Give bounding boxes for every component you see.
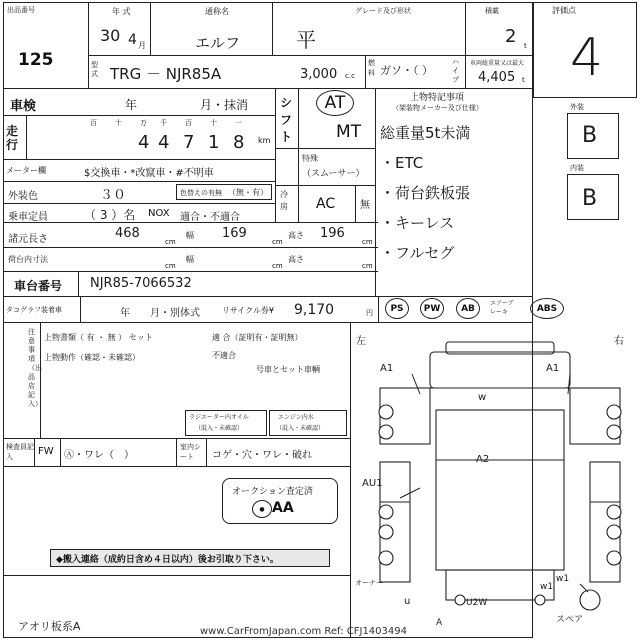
mileage-header-digit: 一 xyxy=(235,119,242,127)
transport-notice: ◆搬入連絡（成約日含め４日以内）後お引取り下さい。 xyxy=(56,555,279,565)
year-value: 30 xyxy=(100,26,121,45)
nox-value: 適合・不適合 xyxy=(180,212,240,223)
bed-width-unit: cm xyxy=(272,262,283,270)
lot-number: 125 xyxy=(18,50,54,70)
ac-none: 無 xyxy=(360,200,370,211)
seat-value: コゲ・穴・ワレ・破れ xyxy=(212,450,312,461)
score-label: 評価点 xyxy=(552,6,576,15)
bottom-note: アオリ板系A xyxy=(18,620,81,633)
radiator-line2: （混入・未確認） xyxy=(195,425,244,432)
dims-width-unit: cm xyxy=(272,238,283,246)
dims-width: 169 xyxy=(222,226,247,241)
gvw-value: 4,405 xyxy=(478,70,516,85)
shaken-year: 年 xyxy=(125,98,138,112)
fuel-label: 燃料 xyxy=(368,59,375,77)
mark-w1-b: w1 xyxy=(556,574,570,584)
tekigo-line2: 不適合 xyxy=(212,351,236,360)
chassis-value: NJR85-7066532 xyxy=(90,276,192,291)
mark-a2: A2 xyxy=(476,454,490,465)
auction-brand: AA xyxy=(272,500,294,516)
air-brake-label: エアーブレーキ xyxy=(490,300,514,316)
mileage-digit: 7 xyxy=(183,132,195,153)
shift-label: シフト xyxy=(280,96,293,144)
month-value: 4 xyxy=(128,32,137,48)
ac-value: AC xyxy=(316,196,336,212)
int-grade-label: 内装 xyxy=(570,164,584,172)
ps-icon: PS xyxy=(385,298,409,319)
dims-height: 196 xyxy=(320,226,345,241)
displacement-unit: c.c xyxy=(345,72,355,80)
mileage-header-digit: 百 xyxy=(90,119,97,127)
fuel-sub: ハイブ xyxy=(452,58,459,84)
fuel-value: ガソ・（ ） xyxy=(380,64,433,77)
capacity-value: 2 xyxy=(505,26,517,47)
ac-label: 冷房 xyxy=(280,190,288,211)
tacho-month: 月・別体式 xyxy=(150,308,200,319)
model-label: 型式 xyxy=(91,61,98,78)
int-grade-value: B xyxy=(582,186,598,211)
seat-label: 室内シート xyxy=(180,443,201,461)
mileage-header-digit: 十 xyxy=(210,119,217,127)
at-circle: AT xyxy=(316,90,354,116)
nox-label: NOX xyxy=(148,208,170,219)
special-label: 特殊 xyxy=(302,154,318,163)
mark-a1-left: A1 xyxy=(380,363,394,374)
special-value: （スムーサー） xyxy=(302,169,365,179)
seats-label: 乗車定員 xyxy=(8,212,48,223)
mark-a1-right: A1 xyxy=(546,363,560,374)
bed-label: 荷台内寸法 xyxy=(8,255,48,264)
fw-label: FW xyxy=(38,446,54,457)
inspector-label: 検査員記入 xyxy=(6,443,34,461)
mileage-label: 走行 xyxy=(6,124,19,152)
mileage-header-digit: 万 xyxy=(140,119,147,127)
mileage-digit: 4 xyxy=(158,132,170,153)
mileage-header-digit: 十 xyxy=(115,119,122,127)
recycle-value: 9,170 xyxy=(294,302,335,318)
note-item: ・ETC xyxy=(380,154,424,172)
dims-height-label: 高さ xyxy=(288,231,304,240)
ext-grade-value: B xyxy=(582,123,598,148)
uwamono-docs: 上物書類（ 有 ・ 無 ） セット xyxy=(44,333,153,342)
color-label: 外装色 xyxy=(8,191,38,202)
tacho-year: 年 xyxy=(120,308,130,319)
recycle-unit: 円 xyxy=(366,309,373,317)
color-change-value: （無・有） xyxy=(228,188,268,197)
engine-line2: （混入・未確認） xyxy=(276,425,325,432)
legend-right: 右 xyxy=(614,336,624,347)
dims-length: 468 xyxy=(115,226,140,241)
notes-title: 上物特記事項 xyxy=(410,93,465,103)
mileage-digit: 8 xyxy=(233,132,245,153)
engine-line1: エンジン内水 xyxy=(278,414,314,421)
car-name-value: エルフ xyxy=(195,34,241,52)
abs-icon: ABS xyxy=(530,298,564,319)
truck-diagram xyxy=(350,322,640,638)
dims-width-label: 幅 xyxy=(186,231,194,240)
meter-options: $交換車・*改竄車・#不明車 xyxy=(84,168,214,179)
grade-label: グレード及び形状 xyxy=(355,7,411,15)
notes-sub: （架装物メーカー及び仕様） xyxy=(392,104,483,112)
shaken-month: 月・抹消 xyxy=(200,98,249,112)
mark-spare: スペア xyxy=(556,615,584,625)
grade-value: 平 xyxy=(296,28,316,52)
mileage-header-digit: 百 xyxy=(185,119,192,127)
displacement-value: 3,000 xyxy=(300,67,338,82)
car-name-label: 通称名 xyxy=(205,7,229,16)
color-value: ３０ xyxy=(100,188,127,203)
dims-length-unit: cm xyxy=(165,238,176,246)
bed-width-label: 幅 xyxy=(186,255,194,264)
bed-length-unit: cm xyxy=(165,262,176,270)
gvw-label: 車両総重量又は最大 xyxy=(470,60,525,67)
note-item: ・キーレス xyxy=(380,214,455,232)
footer-watermark: www.CarFromJapan.com Ref: CFJ1403494 xyxy=(200,626,407,637)
mileage-header-digit: 千 xyxy=(160,119,167,127)
mark-a: A xyxy=(436,618,443,628)
mt-label: MT xyxy=(336,122,362,142)
color-change-label: 色替えの有無 xyxy=(180,189,222,197)
bed-height-unit: cm xyxy=(362,262,373,270)
radiator-line1: ラジエーター内オイル xyxy=(189,414,249,421)
model-value: TRG － NJR85A xyxy=(110,65,222,83)
score-value: 4 xyxy=(570,28,604,88)
mileage-digit: 1 xyxy=(208,132,220,153)
note-item: ・荷台鉄板張 xyxy=(380,184,471,202)
year-label: 年 式 xyxy=(112,7,131,16)
seats-value: （ 3 ）名 xyxy=(84,208,136,222)
uwamono-action: 上物動作（確認・未確認） xyxy=(44,353,140,362)
lot-label: 出品番号 xyxy=(7,6,35,14)
meter-label: メーター欄 xyxy=(6,166,46,175)
note-item: ・フルセグ xyxy=(380,244,455,262)
pw-icon: PW xyxy=(420,298,444,319)
tacho-label: タコグラフ装着車 xyxy=(6,306,62,314)
note-item: 総重量5t未満 xyxy=(380,124,471,142)
auction-logo-icon: ● xyxy=(252,500,272,518)
capacity-label: 積載 xyxy=(485,7,499,15)
mileage-digit: 4 xyxy=(138,132,150,153)
mark-w: w xyxy=(478,392,487,403)
gvw-unit: t xyxy=(522,76,525,84)
chassis-label: 車台番号 xyxy=(14,279,63,293)
mark-u2w: U2W xyxy=(466,598,488,608)
caution-label: 注意事項（出品店記入） xyxy=(28,328,42,408)
owner-label: オーナー xyxy=(355,579,383,587)
mark-au1: AU1 xyxy=(362,478,383,489)
dims-height-unit: cm xyxy=(362,238,373,246)
recycle-label: リサイクル券¥ xyxy=(222,306,274,315)
airbag-icon: AB xyxy=(456,298,480,319)
mark-u: u xyxy=(404,596,411,607)
tekigo-line1: 適 合（証明有・証明無） xyxy=(212,333,303,342)
set-label: 号車とセット車輌 xyxy=(256,365,320,374)
mileage-unit: km xyxy=(258,136,271,145)
month-unit: 月 xyxy=(138,41,146,50)
legend-left: 左 xyxy=(356,336,366,347)
capacity-unit: t xyxy=(524,42,527,50)
ext-grade-label: 外装 xyxy=(570,103,584,111)
fw-value: Ⓐ・ワレ（ ） xyxy=(64,450,134,461)
shaken-label: 車検 xyxy=(10,99,37,114)
bed-height-label: 高さ xyxy=(288,255,304,264)
auction-line1: オークション査定済 xyxy=(232,487,313,497)
dims-label: 諸元長さ xyxy=(8,234,48,245)
mark-w1-a: w1 xyxy=(540,582,554,592)
